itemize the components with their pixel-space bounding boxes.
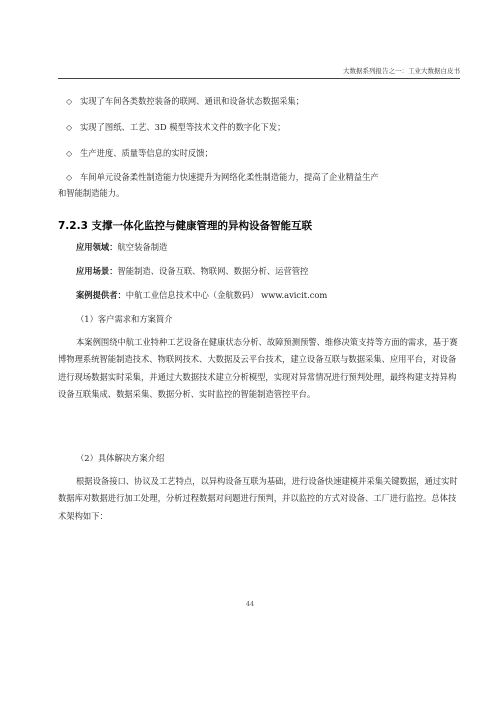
- subheading-solution: （2）具体解决方案介绍: [76, 453, 165, 463]
- paragraph-solution: 根据设备接口、协议及工艺特点，以异构设备互联为基础，进行设备快速建模并采集关键数据，通过实时数据库对数据进行加工处理，分析过程数据对问题进行预判，并以监控的方式对设备、工厂进行监控。总体技术架构如下：: [58, 476, 458, 521]
- bullet-item: [66, 95, 304, 108]
- diamond-bullet-icon: ◇: [66, 97, 73, 106]
- diamond-bullet-icon: ◇: [66, 123, 73, 132]
- bullet-continuation: 和智能制造能力。: [58, 188, 125, 198]
- field-value: 中航工业信息技术中心（金航数码） www.avicit.com: [125, 290, 328, 300]
- field-label: 应用领域：: [76, 242, 118, 252]
- subheading-requirements: （1）客户需求和方案简介: [76, 314, 173, 324]
- field-label: 应用场景：: [76, 266, 118, 276]
- field-value: 智能制造、设备互联、物联网、数据分析、运营管控: [117, 266, 309, 276]
- bullet-item: [66, 171, 379, 184]
- field-domain: [76, 241, 167, 253]
- field-label: 案例提供者：: [76, 290, 126, 300]
- diamond-bullet-icon: ◇: [66, 173, 73, 182]
- header-title: 大数据系列报告之一：工业大数据白皮书: [343, 67, 460, 75]
- bullet-text: 实现了图纸、工艺、3D 模型等技术文件的数字化下发；: [80, 122, 286, 132]
- field-value: 航空装备制造: [117, 242, 168, 252]
- bullet-text: 生产进度、质量等信息的实时反馈；: [80, 148, 213, 158]
- bullet-item: [66, 147, 213, 160]
- bullet-text: 实现了车间各类数控装备的联网、通讯和设备状态数据采集；: [80, 96, 305, 106]
- paragraph-requirements: 本案例围绕中航工业特种工艺设备在健康状态分析、故障预测预警、维修决策支持等方面的需求，基于赛博物理系统智能制造技术、物联网技术、大数据及云平台技术，建立设备互联与数据采集、应用平台，对设备进行现场数据实时采集，并通过大数据技术建立分析模型，实现对异常情况进行预判处理，最终构建支持异构设备互联集成、数据采集、数据分析、实时监控的智能制造管控平台。: [58, 337, 458, 400]
- field-scene: [76, 265, 308, 277]
- section-title: 7.2.3 支撑一体化监控与健康管理的异构设备智能互联: [58, 220, 313, 232]
- bullet-text: 车间单元设备柔性制造能力快速提升为网络化柔性制造能力，提高了企业精益生产: [80, 172, 379, 182]
- header-rule: [58, 78, 460, 79]
- page-header: [0, 66, 500, 80]
- bullet-item: [66, 121, 285, 134]
- field-provider: [76, 289, 327, 301]
- diamond-bullet-icon: ◇: [66, 149, 73, 158]
- page-number: 44: [245, 600, 255, 608]
